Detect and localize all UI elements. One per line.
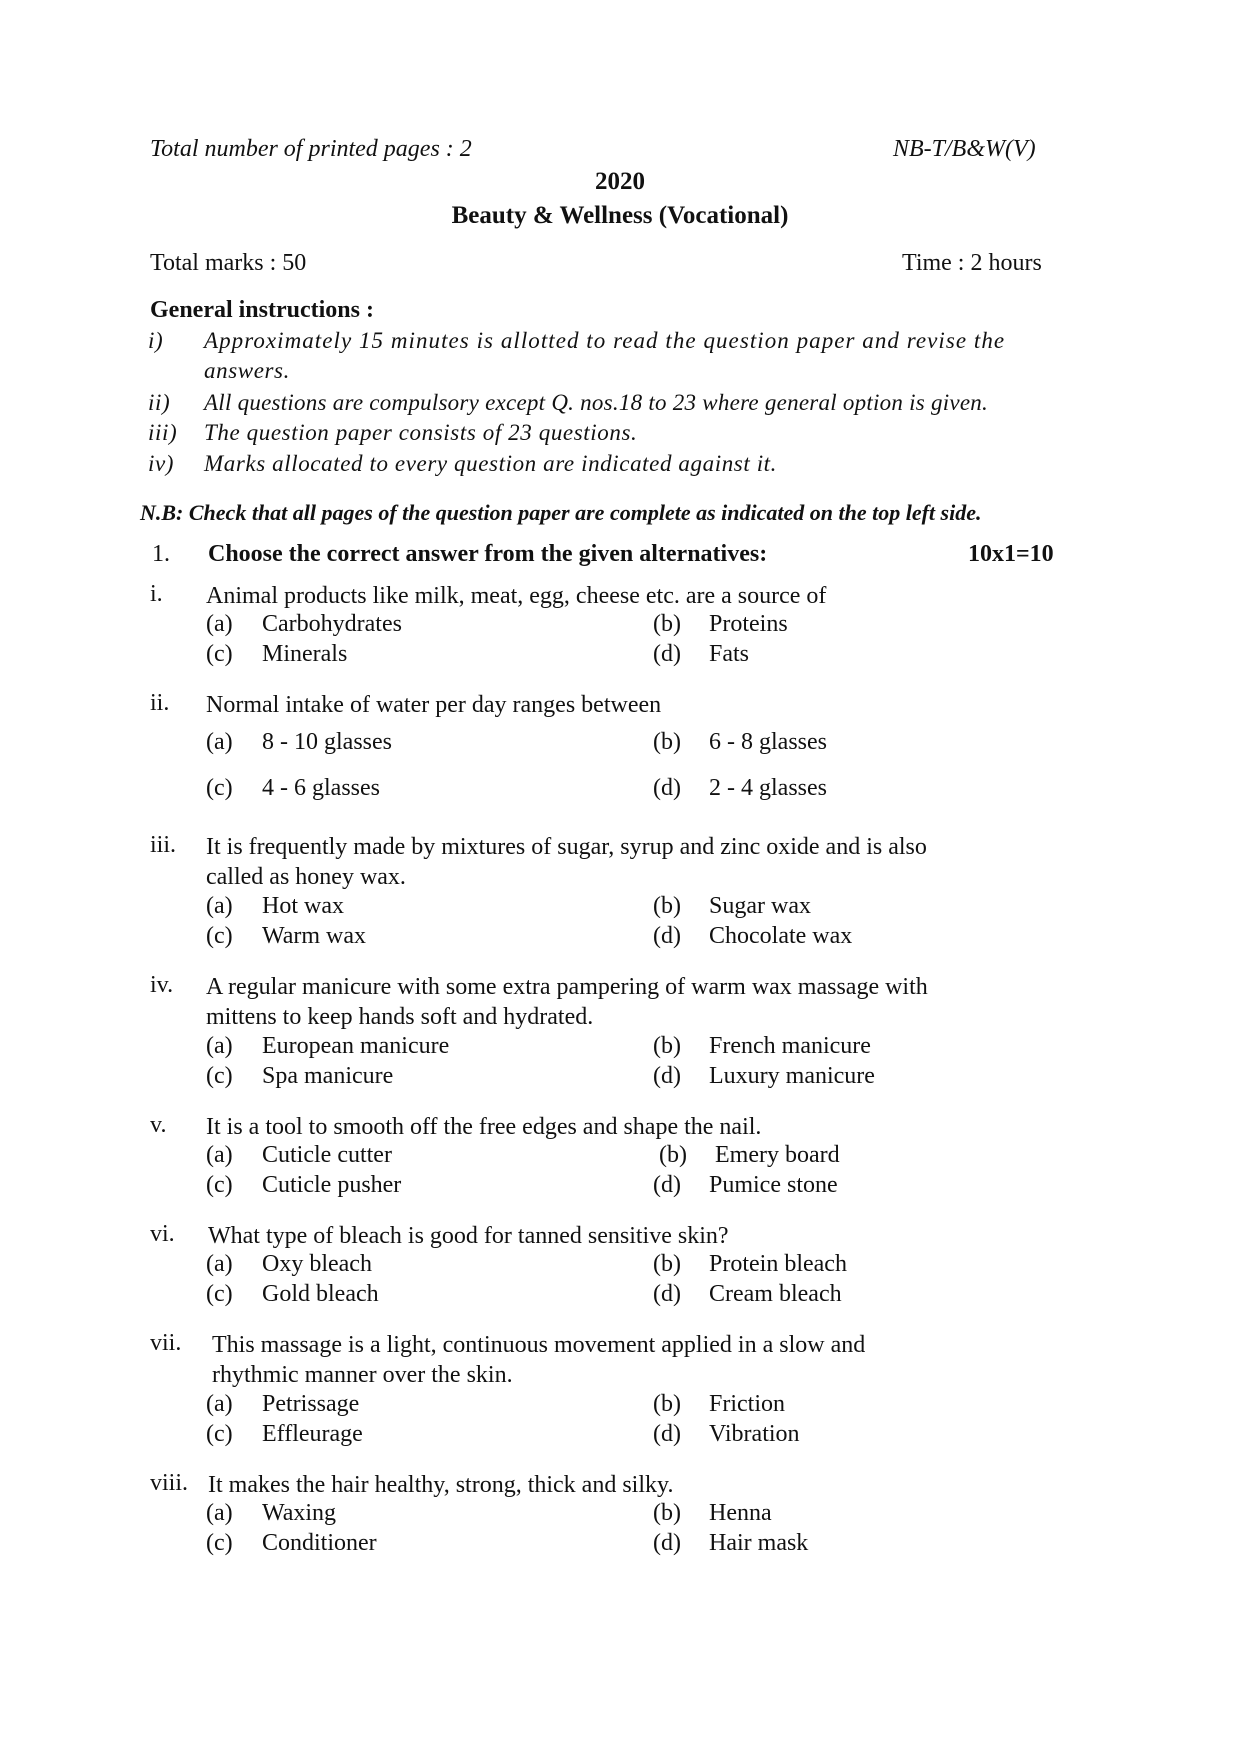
option-text: Emery board [715, 1142, 840, 1168]
option [653, 1500, 772, 1527]
option [653, 1172, 838, 1199]
option-text: Cuticle pusher [262, 1172, 402, 1198]
question-number: iv. [150, 972, 174, 998]
total-marks: Total marks : 50 [150, 250, 307, 276]
option-text: Waxing [262, 1500, 337, 1526]
option-text: Cream bleach [709, 1281, 842, 1307]
option-text: Friction [709, 1391, 785, 1417]
option-text: Protein bleach [709, 1251, 847, 1277]
option-label: (d) [653, 1172, 681, 1198]
option-text: Carbohydrates [262, 611, 402, 637]
option-text: Minerals [262, 641, 348, 667]
option [659, 1142, 840, 1169]
option-label: (c) [206, 1281, 233, 1307]
question-text: It is frequently made by mixtures of sugar, syrup and zinc oxide and is also [206, 834, 927, 860]
question-text: Normal intake of water per day ranges between [206, 692, 662, 718]
question-text-continuation: mittens to keep hands soft and hydrated. [206, 1004, 594, 1030]
option [653, 893, 811, 920]
instructions-heading: General instructions : [150, 297, 374, 323]
option-text: Hair mask [709, 1530, 809, 1556]
option-label: (b) [653, 1251, 681, 1277]
option-label: (a) [206, 1251, 233, 1277]
option-label: (b) [659, 1142, 687, 1168]
option-label: (b) [653, 1391, 681, 1417]
instruction-number: ii) [148, 390, 171, 415]
question-text-continuation: rhythmic manner over the skin. [212, 1362, 513, 1388]
option-text: Pumice stone [709, 1172, 838, 1198]
option [206, 923, 366, 950]
instruction-number: i) [148, 328, 164, 353]
question-text: A regular manicure with some extra pampering of warm wax massage with [206, 974, 928, 1000]
option [653, 641, 749, 668]
option-text: Oxy bleach [262, 1251, 372, 1277]
option [206, 1421, 363, 1448]
option [206, 1172, 401, 1199]
option-text: 2 - 4 glasses [709, 775, 827, 801]
option-text: Hot wax [262, 893, 344, 919]
option [653, 1281, 842, 1308]
question-number: viii. [150, 1470, 189, 1496]
option-label: (a) [206, 1142, 233, 1168]
option-text: Fats [709, 641, 750, 667]
exam-subject: Beauty & Wellness (Vocational) [451, 202, 789, 229]
option-text: Conditioner [262, 1530, 377, 1556]
option [206, 775, 380, 802]
option-label: (b) [653, 1033, 681, 1059]
option [653, 923, 852, 950]
option-text: Sugar wax [709, 893, 811, 919]
question-number: iii. [150, 832, 177, 858]
option-label: (d) [653, 775, 681, 801]
option-text: Effleurage [262, 1421, 363, 1447]
option-label: (a) [206, 1500, 233, 1526]
option [653, 1251, 847, 1278]
option [653, 1421, 800, 1448]
option [653, 775, 827, 802]
option [653, 611, 788, 638]
option [653, 1033, 871, 1060]
question-text: It makes the hair healthy, strong, thick and silky. [208, 1472, 674, 1498]
option [653, 729, 827, 756]
instruction-text: All questions are compulsory except Q. nos.18 to 23 where general option is given. [204, 390, 989, 415]
option [206, 1251, 372, 1278]
option-label: (c) [206, 1421, 233, 1447]
question-text: It is a tool to smooth off the free edges and shape the nail. [206, 1114, 762, 1140]
question-number: vi. [150, 1221, 175, 1247]
option-label: (a) [206, 1391, 233, 1417]
instruction-text: answers. [204, 358, 290, 383]
exam-year: 2020 [595, 168, 645, 195]
option-text: 6 - 8 glasses [709, 729, 827, 755]
option-label: (c) [206, 1530, 233, 1556]
option-text: Luxury manicure [709, 1063, 875, 1089]
option-label: (c) [206, 641, 233, 667]
option-text: Henna [709, 1500, 772, 1526]
option-label: (b) [653, 729, 681, 755]
option [653, 1391, 785, 1418]
option-label: (c) [206, 1063, 233, 1089]
instruction-number: iv) [148, 451, 175, 476]
option-text: Vibration [709, 1421, 800, 1447]
option-text: Cuticle cutter [262, 1142, 392, 1168]
option-label: (d) [653, 641, 681, 667]
option-label: (c) [206, 775, 233, 801]
option [206, 1142, 392, 1169]
option [206, 729, 392, 756]
question-number: ii. [150, 690, 170, 716]
question-text: Animal products like milk, meat, egg, cheese etc. are a source of [206, 583, 827, 609]
option-label: (a) [206, 1033, 233, 1059]
option [653, 1530, 808, 1557]
instruction-text: Marks allocated to every question are indicated against it. [204, 451, 778, 476]
option-text: Warm wax [262, 923, 367, 949]
option [206, 611, 402, 638]
option-text: Gold bleach [262, 1281, 379, 1307]
option-label: (b) [653, 893, 681, 919]
option [206, 1033, 449, 1060]
question-text-continuation: called as honey wax. [206, 864, 406, 890]
question-text: What type of bleach is good for tanned sensitive skin? [208, 1223, 729, 1249]
option [206, 893, 344, 920]
section-title: Choose the correct answer from the given alternatives: [208, 541, 768, 567]
option-label: (c) [206, 1172, 233, 1198]
option [206, 641, 347, 668]
option-text: Chocolate wax [709, 923, 853, 949]
option-text: European manicure [262, 1033, 450, 1059]
paper-code: NB-T/B&W(V) [893, 136, 1036, 162]
option [206, 1530, 377, 1557]
option-text: Spa manicure [262, 1063, 394, 1089]
section-marks: 10x1=10 [968, 541, 1054, 567]
question-number: vii. [150, 1330, 182, 1356]
printed-pages-note: Total number of printed pages : 2 [150, 136, 472, 162]
section-number: 1. [152, 541, 170, 567]
option-label: (a) [206, 893, 233, 919]
instruction-number: iii) [148, 420, 178, 445]
option-label: (d) [653, 923, 681, 949]
instruction-text: Approximately 15 minutes is allotted to read the question paper and revise the [204, 328, 1006, 353]
question-number: i. [150, 581, 163, 607]
question-text: This massage is a light, continuous movement applied in a slow and [212, 1332, 866, 1358]
option-text: Petrissage [262, 1391, 360, 1417]
option [206, 1500, 336, 1527]
option-text: Proteins [709, 611, 788, 637]
option-text: French manicure [709, 1033, 871, 1059]
option-label: (d) [653, 1421, 681, 1447]
instruction-text: The question paper consists of 23 questions. [204, 420, 638, 445]
option-label: (a) [206, 729, 233, 755]
option-text: 4 - 6 glasses [262, 775, 380, 801]
option-label: (a) [206, 611, 233, 637]
option [206, 1391, 359, 1418]
option-text: 8 - 10 glasses [262, 729, 392, 755]
option-label: (d) [653, 1530, 681, 1556]
option-label: (b) [653, 611, 681, 637]
option-label: (d) [653, 1281, 681, 1307]
option-label: (d) [653, 1063, 681, 1089]
option-label: (c) [206, 923, 233, 949]
option-label: (b) [653, 1500, 681, 1526]
question-number: v. [150, 1112, 167, 1138]
nb-note: N.B: Check that all pages of the question paper are complete as indicated on the top left side. [140, 500, 982, 525]
option [206, 1281, 379, 1308]
exam-time: Time : 2 hours [902, 250, 1042, 276]
option [206, 1063, 393, 1090]
option [653, 1063, 875, 1090]
